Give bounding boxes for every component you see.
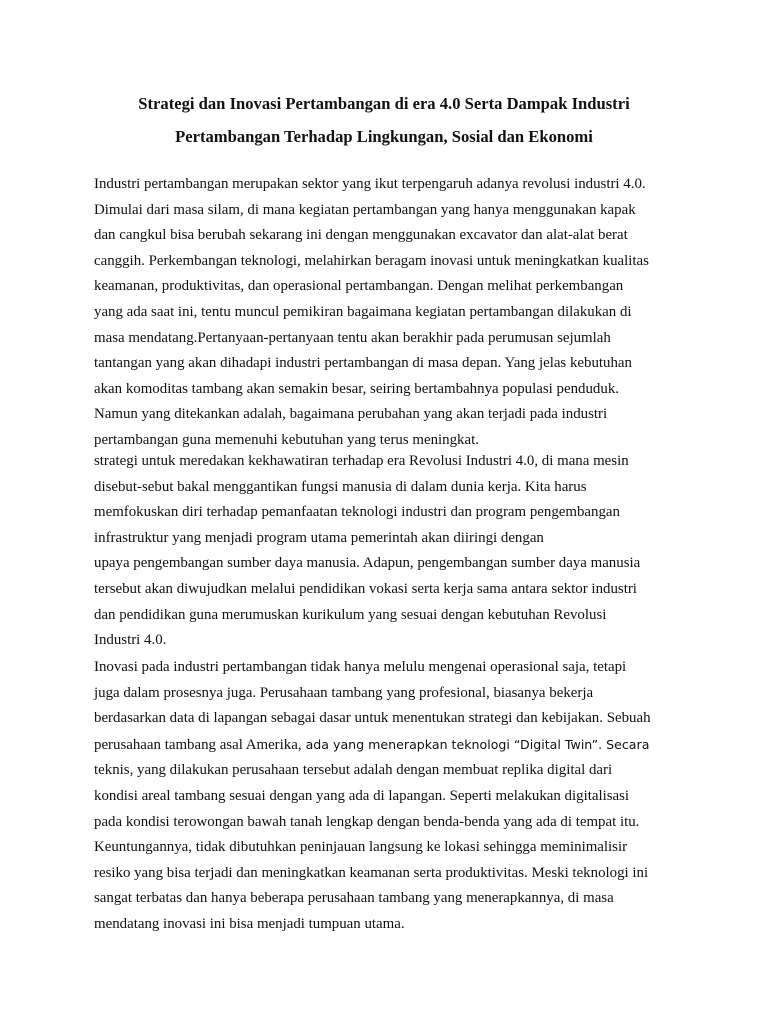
text-line: upaya pengembangan sumber daya manusia. Adapun, pengembangan sumber daya manusia bbox=[94, 555, 641, 572]
title-line: Strategi dan Inovasi Pertambangan di era 4.0 Serta Dampak Industri bbox=[138, 94, 630, 113]
text-line: juga dalam prosesnya juga. Perusahaan tambang yang profesional, biasanya bekerja bbox=[94, 684, 594, 701]
text-line: disebut-sebut bakal menggantikan fungsi manusia di dalam dunia kerja. Kita harus bbox=[94, 478, 587, 495]
text-line: dan pendidikan guna merumuskan kurikulum yang sesuai dengan kebutuhan Revolusi bbox=[94, 606, 607, 623]
text-line: berdasarkan data di lapangan sebagai dasar untuk menentukan strategi dan kebijakan. Sebuah bbox=[94, 710, 651, 727]
text-line: masa mendatang.Pertanyaan-pertanyaan tentu akan berakhir pada perumusan sejumlah bbox=[94, 329, 611, 346]
document-title bbox=[60, 87, 708, 153]
text-line: sangat terbatas dan hanya beberapa perusahaan tambang yang menerapkannya, di masa bbox=[94, 890, 614, 907]
paragraph-intro bbox=[94, 172, 684, 454]
paragraph-innovation bbox=[94, 655, 684, 938]
text-line: canggih. Perkembangan teknologi, melahirkan beragam inovasi untuk meningkatkan kualitas bbox=[94, 252, 649, 269]
text-line: memfokuskan diri terhadap pemanfaatan teknologi industri dan program pengembangan bbox=[94, 504, 620, 521]
paragraph-strategy bbox=[94, 449, 684, 654]
text-line-mixed bbox=[94, 732, 684, 759]
text-line: Keuntungannya, tidak dibutuhkan peninjauan langsung ke lokasi sehingga meminimalisir bbox=[94, 839, 628, 856]
text-line: yang ada saat ini, tentu muncul pemikiran bagaimana kegiatan pertambangan dilakukan di bbox=[94, 303, 632, 320]
text-line: pertambangan guna memenuhi kebutuhan yang terus meningkat. bbox=[94, 431, 479, 448]
text-line: akan komoditas tambang akan semakin besar, seiring bertambahnya populasi penduduk. bbox=[94, 380, 619, 397]
text-run-serif: perusahaan tambang asal Amerika, bbox=[94, 736, 302, 753]
text-line: pada kondisi terowongan bawah tanah lengkap dengan benda-benda yang ada di tempat itu. bbox=[94, 813, 640, 830]
text-line: teknis, yang dilakukan perusahaan tersebut adalah dengan membuat replika digital dari bbox=[94, 762, 613, 779]
title-line: Pertambangan Terhadap Lingkungan, Sosial dan Ekonomi bbox=[175, 127, 593, 146]
text-line: keamanan, produktivitas, dan operasional pertambangan. Dengan melihat perkembangan bbox=[94, 278, 624, 295]
text-line: Namun yang ditekankan adalah, bagaimana perubahan yang akan terjadi pada industri bbox=[94, 406, 608, 423]
text-line: Inovasi pada industri pertambangan tidak hanya melulu mengenai operasional saja, tetapi bbox=[94, 659, 627, 675]
text-run-sans: ada yang menerapkan teknologi “Digital Twin”. Secara bbox=[301, 736, 650, 752]
text-line: tersebut akan diwujudkan melalui pendidikan vokasi serta kerja sama antara sektor industri bbox=[94, 580, 637, 597]
text-line: tantangan yang akan dihadapi industri pertambangan di masa depan. Yang jelas kebutuhan bbox=[94, 355, 632, 372]
text-line: Industri pertambangan merupakan sektor yang ikut terpengaruh adanya revolusi industri 4.0. bbox=[94, 176, 646, 192]
text-line: kondisi areal tambang sesuai dengan yang ada di lapangan. Seperti melakukan digitalisasi bbox=[94, 787, 630, 804]
text-line: infrastruktur yang menjadi program utama pemerintah akan diiringi dengan bbox=[94, 529, 544, 546]
text-line: mendatang inovasi ini bisa menjadi tumpuan utama. bbox=[94, 915, 405, 932]
text-line: Industri 4.0. bbox=[94, 632, 167, 649]
text-line: Dimulai dari masa silam, di mana kegiatan pertambangan yang hanya menggunakan kapak bbox=[94, 201, 636, 218]
text-line: dan cangkul bisa berubah sekarang ini dengan menggunakan excavator dan alat-alat berat bbox=[94, 227, 628, 244]
text-line: strategi untuk meredakan kekhawatiran terhadap era Revolusi Industri 4.0, di mana mesin bbox=[94, 453, 629, 469]
text-line: resiko yang bisa terjadi dan meningkatkan keamanan serta produktivitas. Meski teknologi ini bbox=[94, 864, 649, 881]
